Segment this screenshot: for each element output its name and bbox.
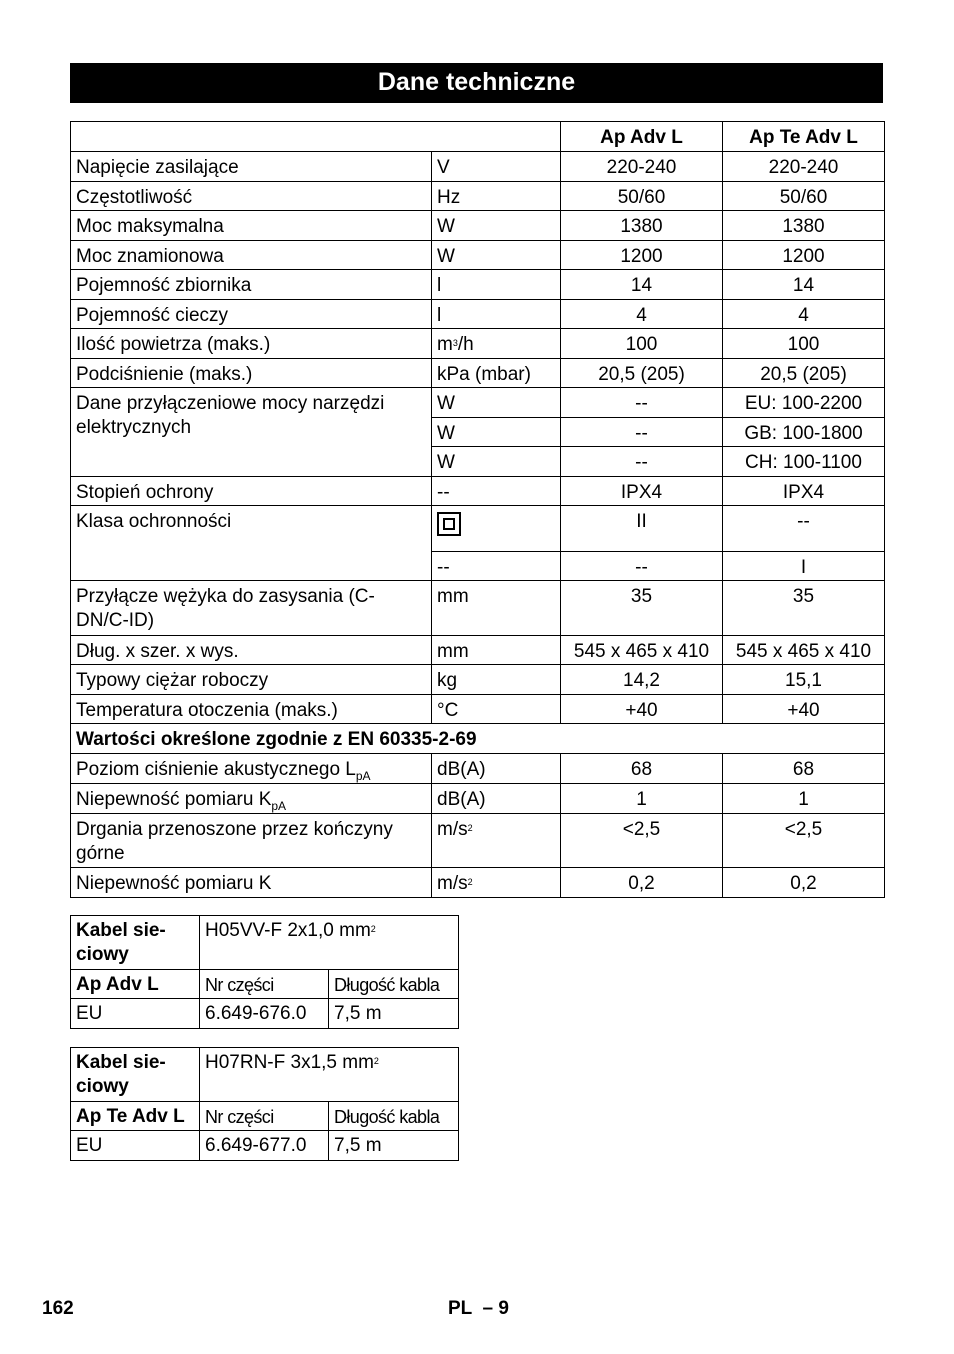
row-value-1: -- — [561, 447, 723, 477]
table-row — [71, 506, 885, 552]
row-value-2: 545 x 465 x 410 — [723, 636, 885, 665]
cable-model: Ap Adv L — [71, 970, 200, 999]
cable-model: Ap Te Adv L — [71, 1102, 200, 1131]
row-label: Drgania przenoszone przez kończyny górne — [71, 814, 432, 868]
row-unit: $m^3/h$ — [432, 329, 561, 359]
row-label: Stopień ochrony — [71, 477, 432, 506]
row-unit: -- — [432, 477, 561, 506]
table-row — [71, 868, 885, 898]
table-row — [71, 329, 885, 359]
row-value-1: 1200 — [561, 241, 723, 270]
row-value-1: II — [561, 506, 723, 552]
row-value-2: IPX4 — [723, 477, 885, 506]
page-number: 162 — [42, 1298, 74, 1319]
row-value-1: -- — [561, 552, 723, 581]
row-value-2: <2,5 — [723, 814, 885, 868]
table-row — [71, 814, 885, 868]
table-row — [71, 388, 885, 418]
row-unit: W — [432, 241, 561, 270]
row-label: Poziom ciśnienie akustycznego $L_{pA}$ — [71, 754, 432, 784]
table-row — [71, 1102, 459, 1131]
row-value-1: +40 — [561, 695, 723, 724]
cable-table-2 — [70, 1047, 459, 1161]
row-value-1: IPX4 — [561, 477, 723, 506]
cable-part-number: 6.649-677.0 — [200, 1131, 329, 1161]
table-row — [71, 477, 885, 506]
table-row — [71, 300, 885, 329]
row-value-1: <2,5 — [561, 814, 723, 868]
table-row — [71, 182, 885, 211]
row-value-2: 220-240 — [723, 152, 885, 182]
row-value-1: 14 — [561, 270, 723, 300]
row-value-1: 1 — [561, 784, 723, 814]
cable-length: 7,5 m — [329, 1131, 459, 1161]
table-row — [71, 970, 459, 999]
spec-table — [70, 121, 885, 898]
row-unit: mm — [432, 581, 561, 636]
table-row — [71, 1048, 459, 1102]
row-value-2: GB: 100-1800 — [723, 418, 885, 447]
row-value-1: 4 — [561, 300, 723, 329]
row-value-1: 100 — [561, 329, 723, 359]
row-unit: W — [432, 447, 561, 477]
row-value-2: 0,2 — [723, 868, 885, 898]
row-value-2: 50/60 — [723, 182, 885, 211]
table-row — [71, 211, 885, 241]
section-heading: Wartości określone zgodnie z EN 60335-2-69 — [71, 724, 885, 754]
row-value-1: -- — [561, 388, 723, 418]
row-value-2: 68 — [723, 754, 885, 784]
row-unit: °C — [432, 695, 561, 724]
row-unit: mm — [432, 636, 561, 665]
table-row — [71, 754, 885, 784]
row-unit: kg — [432, 665, 561, 695]
cable-label: Kabel sie-ciowy — [71, 1048, 200, 1102]
col-cable-length: Długość kabla — [329, 1102, 459, 1131]
row-value-1: 1380 — [561, 211, 723, 241]
row-label: Moc znamionowa — [71, 241, 432, 270]
header-blank-cell — [71, 122, 561, 152]
table-row — [71, 359, 885, 388]
cable-spec: H07RN-F 3x1,5 $mm^2$ — [200, 1048, 459, 1102]
row-value-2: 14 — [723, 270, 885, 300]
row-label: Dane przyłączeniowe mocy narzędzi elektrycznych — [71, 388, 432, 477]
row-unit: dB(A) — [432, 784, 561, 814]
col-part-number: Nr części — [200, 1102, 329, 1131]
row-value-2: 20,5 (205) — [723, 359, 885, 388]
row-label: Dług. x szer. x wys. — [71, 636, 432, 665]
table-row — [71, 665, 885, 695]
table-row — [71, 999, 459, 1029]
row-value-2: I — [723, 552, 885, 581]
table-row — [71, 241, 885, 270]
row-unit — [432, 506, 561, 552]
row-unit: V — [432, 152, 561, 182]
row-unit: kPa (mbar) — [432, 359, 561, 388]
row-value-2: CH: 100-1100 — [723, 447, 885, 477]
cable-label: Kabel sie-ciowy — [71, 916, 200, 970]
row-label: Niepewność pomiaru $K_{pA}$ — [71, 784, 432, 814]
row-value-1: 0,2 — [561, 868, 723, 898]
row-unit: W — [432, 388, 561, 418]
row-unit: $m/s^2$ — [432, 814, 561, 868]
row-value-1: 14,2 — [561, 665, 723, 695]
row-value-2: 4 — [723, 300, 885, 329]
row-value-2: -- — [723, 506, 885, 552]
col-part-number: Nr części — [200, 970, 329, 999]
row-value-1: 35 — [561, 581, 723, 636]
model-2-header: Ap Te Adv L — [723, 122, 885, 152]
row-label: Typowy ciężar roboczy — [71, 665, 432, 695]
row-value-2: +40 — [723, 695, 885, 724]
row-value-2: 100 — [723, 329, 885, 359]
col-cable-length: Długość kabla — [329, 970, 459, 999]
row-value-2: 1380 — [723, 211, 885, 241]
cable-region: EU — [71, 999, 200, 1029]
row-value-2: 15,1 — [723, 665, 885, 695]
table-row — [71, 916, 459, 970]
row-unit: l — [432, 270, 561, 300]
row-unit: Hz — [432, 182, 561, 211]
row-label: Ilość powietrza (maks.) — [71, 329, 432, 359]
row-unit: -- — [432, 552, 561, 581]
cable-region: EU — [71, 1131, 200, 1161]
row-value-1: 220-240 — [561, 152, 723, 182]
table-row — [71, 270, 885, 300]
cable-spec: H05VV-F 2x1,0 $mm^2$ — [200, 916, 459, 970]
cable-table-1 — [70, 915, 459, 1029]
row-label: Niepewność pomiaru K — [71, 868, 432, 898]
table-row — [71, 1131, 459, 1161]
row-label: Moc maksymalna — [71, 211, 432, 241]
section-heading-row — [71, 724, 885, 754]
row-label: Klasa ochronności — [71, 506, 432, 581]
row-value-1: 545 x 465 x 410 — [561, 636, 723, 665]
row-unit: dB(A) — [432, 754, 561, 784]
row-value-2: EU: 100-2200 — [723, 388, 885, 418]
row-value-2: 1200 — [723, 241, 885, 270]
row-unit: l — [432, 300, 561, 329]
row-unit: W — [432, 211, 561, 241]
row-label: Częstotliwość — [71, 182, 432, 211]
row-unit: W — [432, 418, 561, 447]
cable-part-number: 6.649-676.0 — [200, 999, 329, 1029]
row-label: Pojemność cieczy — [71, 300, 432, 329]
table-row — [71, 581, 885, 636]
row-label: Pojemność zbiornika — [71, 270, 432, 300]
table-row — [71, 784, 885, 814]
row-unit: $m/s^2$ — [432, 868, 561, 898]
spec-header-row — [71, 122, 885, 152]
model-1-header: Ap Adv L — [561, 122, 723, 152]
row-label: Podciśnienie (maks.) — [71, 359, 432, 388]
row-value-1: 20,5 (205) — [561, 359, 723, 388]
row-label: Przyłącze wężyka do zasysania (C-DN/C-ID) — [71, 581, 432, 636]
row-value-1: -- — [561, 418, 723, 447]
cable-length: 7,5 m — [329, 999, 459, 1029]
row-value-2: 1 — [723, 784, 885, 814]
row-label: Temperatura otoczenia (maks.) — [71, 695, 432, 724]
protection-class-ii-icon — [437, 512, 461, 536]
table-row — [71, 152, 885, 182]
row-value-2: 35 — [723, 581, 885, 636]
row-value-1: 50/60 — [561, 182, 723, 211]
row-value-1: 68 — [561, 754, 723, 784]
language-page-label: PL – 9 — [448, 1298, 509, 1319]
table-row — [71, 695, 885, 724]
row-label: Napięcie zasilające — [71, 152, 432, 182]
table-row — [71, 636, 885, 665]
page-title: Dane techniczne — [70, 63, 883, 103]
